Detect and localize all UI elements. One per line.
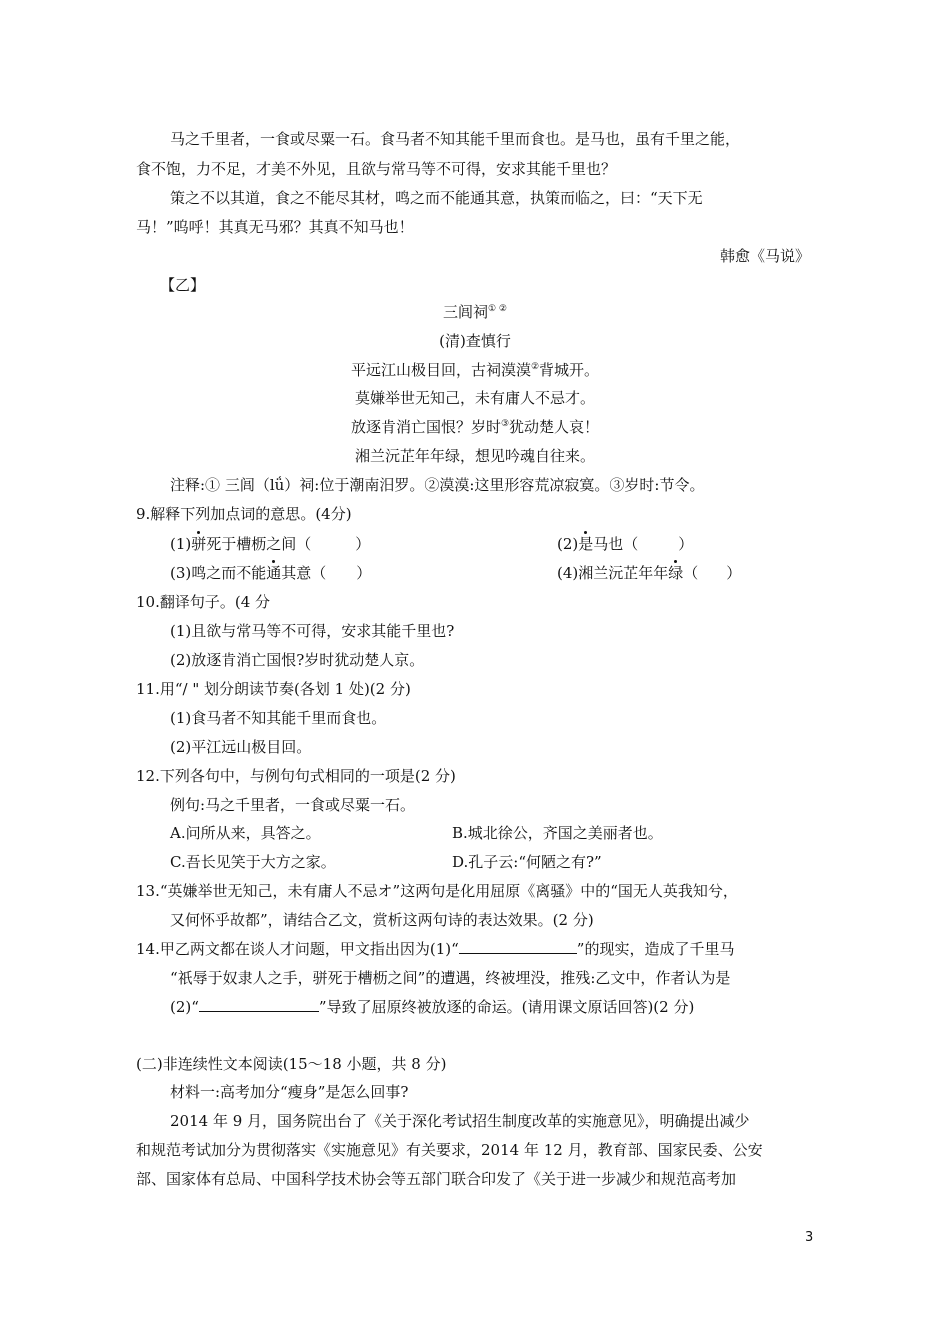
q9-title: 9.解释下列加点词的意思。(4分) (136, 505, 352, 523)
q12-option-b: B.城北徐公，齐国之美丽者也。 (452, 824, 663, 842)
q13-line-1: 13.“英嫌举世无知己，未有庸人不忌オ”这两句是化用屈原《离骚》中的“国无人英我知兮， (136, 882, 738, 900)
q14-line-1: 14.甲乙两文都在谈人才问题，甲文指出因为(1)“ ”的现实，造成了千里马 (136, 940, 735, 958)
poem-line-4: 湘兰沅芷年年绿，想见吟魂自往来。 (354, 447, 595, 465)
material-1-line-2: 和规范考试加分为贯彻落实《实施意见》有关要求，2014 年 12 月，教育部、国家民委、公安 (136, 1141, 763, 1159)
answer-blank-2[interactable] (199, 997, 319, 1012)
poem-line-1: 平远江山极目回，古祠漠漠②背城开。 (350, 361, 600, 379)
passage-b-marker: 【乙】 (160, 276, 206, 294)
q12-example: 例句:马之千里者，一食或尽粟一石。 (170, 796, 416, 814)
q9-item-2: (2)是马也（ ） (557, 535, 694, 553)
poem-line-3: 放逐肯消亡国恨？岁时③犹动楚人哀！ (350, 418, 600, 436)
q9-item-1: (1)骈死于槽枥之间（ ） (170, 535, 371, 553)
answer-blank-1[interactable] (459, 939, 577, 954)
q9-item-4: (4)湘兰沅芷年年绿（ ） (557, 564, 742, 582)
material-1-line-3: 部、国家体有总局、中国科学技术协会等五部门联合印发了《关于进一步减少和规范高考加 (136, 1170, 737, 1188)
q12-option-a: A.问所从来，具答之。 (170, 824, 321, 842)
poem-line-2: 莫嫌举世无知己，未有庸人不忌才。 (354, 389, 595, 407)
passage-a-line-4: 马！”呜呼！其真无马邪？其真不知马也！ (136, 218, 414, 236)
section-2-title: (二)非连续性文本阅读(15～18 小题，共 8 分) (136, 1055, 447, 1073)
q10-sentence-2: (2)放逐肯消亡国恨?岁时犹动楚人京。 (170, 651, 425, 669)
passage-a-line-3: 策之不以其道，食之不能尽其材，鸣之而不能通其意，执策而临之，曰：“天下无 (170, 189, 703, 207)
page-number: 3 (805, 1230, 814, 1245)
q11-title: 11.用“/ " 划分朗读节奏(各划 1 处)(2 分) (136, 680, 411, 698)
q11-sentence-1: (1)食马者不知其能千里而食也。 (170, 709, 387, 727)
passage-a-line-1: 马之千里者，一食或尽粟一石。食马者不知其能千里而食也。是马也，虽有千里之能， (170, 130, 741, 148)
q9-item-3: (3)鸣之而不能通其意（ ） (170, 564, 372, 582)
q10-title: 10.翻译句子。(4 分 (136, 593, 271, 611)
passage-a-source: 韩愈《马说》 (719, 247, 810, 265)
poem-title: 三闾祠① ② (442, 303, 507, 321)
passage-a-line-2: 食不饱，力不足，才美不外见，且欲与常马等不可得，安求其能千里也？ (136, 160, 617, 178)
q10-sentence-1: (1)且欲与常马等不可得，安求其能千里也? (170, 622, 455, 640)
q12-option-c: C.吾长见笑于大方之家。 (170, 853, 336, 871)
q14-line-2: “祇辱于奴隶人之手，骈死于槽枥之间”的遭遇，终被埋没，推残:乙文中，作者认为是 (170, 969, 731, 987)
q14-line-3: (2)“ ”导致了屈原终被放逐的命运。(请用课文原话回答)(2 分) (170, 998, 695, 1016)
poem-notes: 注释:① 三闾（lǘ）祠:位于潮南汨罗。②漠漠:这里形容荒凉寂寞。③岁时:节令。 (170, 476, 705, 494)
material-1-line-1: 2014 年 9 月，国务院出台了《关于深化考试招生制度改革的实施意见》，明确提出减少 (170, 1112, 750, 1130)
q11-sentence-2: (2)平江远山极目回。 (170, 738, 312, 756)
material-1-title: 材料一:高考加分“瘦身”是怎么回事? (170, 1083, 409, 1101)
q12-title: 12.下列各句中，与例句句式相同的一项是(2 分) (136, 767, 456, 785)
q12-option-d: D.孔子云:“何陋之有?” (452, 853, 602, 871)
poem-author: (清)查慎行 (439, 332, 511, 350)
q13-line-2: 又何怀乎故都”，请结合乙文，赏析这两句诗的表达效果。(2 分) (170, 911, 594, 929)
